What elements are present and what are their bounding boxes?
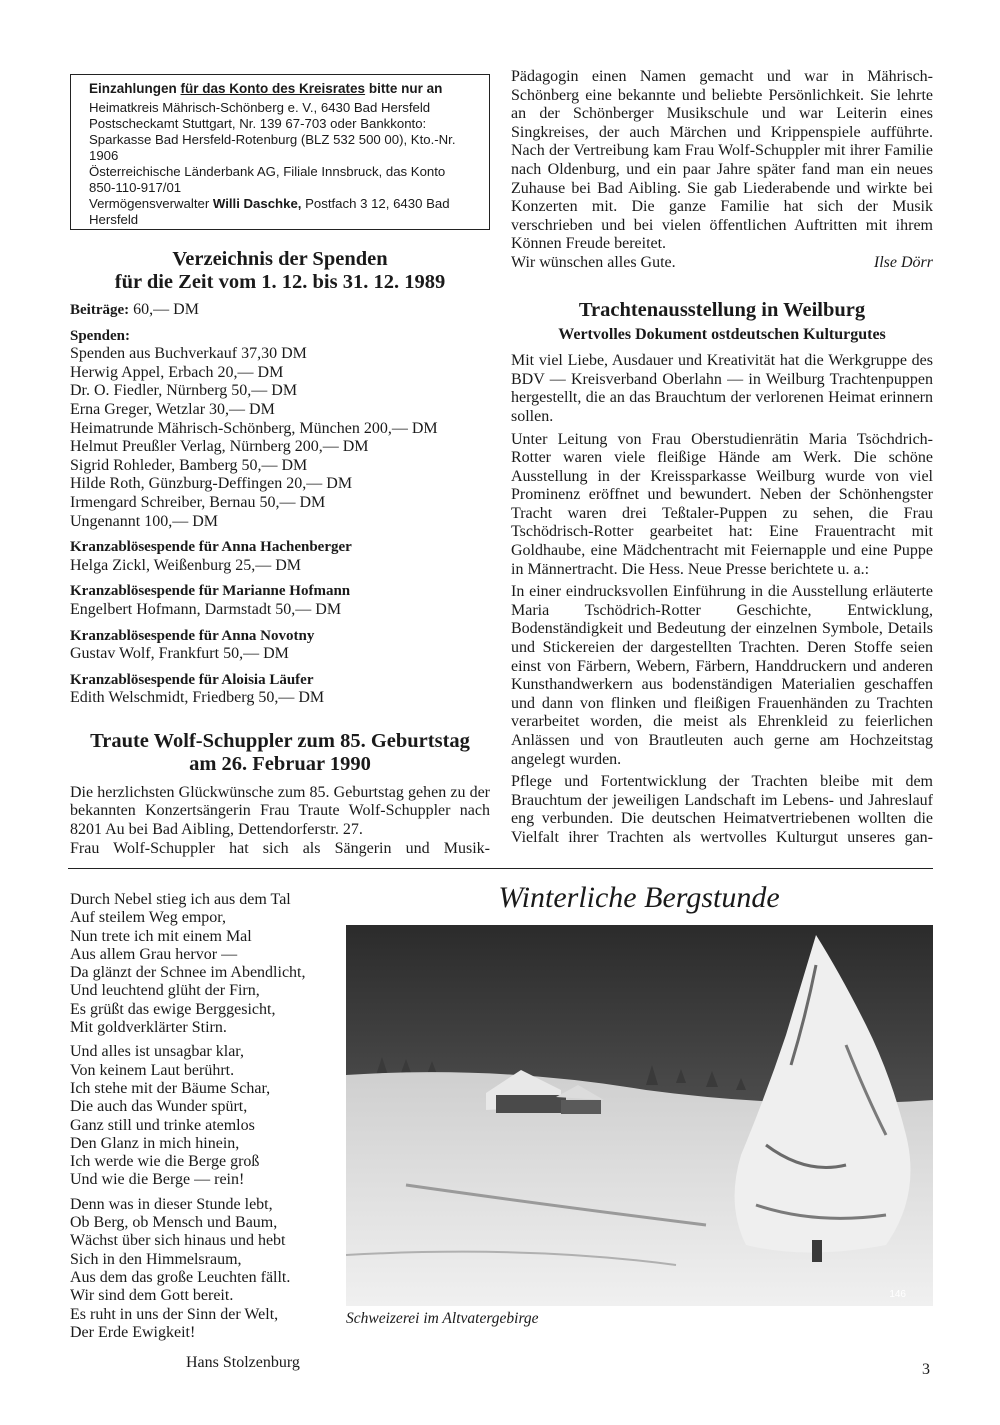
spenden-label: Spenden: bbox=[70, 327, 131, 344]
donation-item: Herwig Appel, Erbach 20,— DM bbox=[70, 363, 284, 381]
donation-item: Helga Zickl, Weißenburg 25,— DM bbox=[70, 556, 301, 574]
traute-paragraph: Frau Wolf-Schuppler hat sich als Sängerin und Musik- bbox=[70, 839, 490, 857]
poem-stanza bbox=[70, 1196, 340, 1342]
poem-line: Es grüßt das ewige Berggesicht, bbox=[70, 1000, 276, 1018]
poem-line: Und alles ist unsagbar klar, bbox=[70, 1043, 244, 1061]
traute-paragraph: Pädagogin einen Namen gemacht und war in Mährisch-Schönberg eine bekannte und beliebte Persönlichkeit. Sie lehrte an der Schönberger Musikschule und war Leiterin eines Singkreises, der auch Märchen und Krippenspiele aufführte. Nach der Vertreibung kam Frau Wolf-Schuppler mit ihrer Familie nach Oldenburg, und ein paar Jahre später fand man ein neues Zuhause bei Bad Aibling. Sie gab Liederabende und wirkte bei Konzerten mit. Die ganze Familie hat sich der Musik verschrieben und bei vielen öffentlichen Auftritten mit ihrem Können Freude bereitet. bbox=[511, 68, 933, 253]
donation-item: Irmengard Schreiber, Bernau 50,— DM bbox=[70, 493, 326, 511]
left-column bbox=[70, 248, 490, 858]
donation-item: Ungenannt 100,— DM bbox=[70, 512, 218, 530]
donation-item: Gustav Wolf, Frankfurt 50,— DM bbox=[70, 645, 289, 663]
tracht-paragraph: Unter Leitung von Frau Oberstudienrätin Maria Tsöchdrich-Rotter waren viele fleißige Hände am Werk. Die schöne Ausstellung in der Kreissparkasse Weilburg wurde von viel Prominenz eröffnet und bewundert. Neben der Schönhengster Tracht waren drei Teßtaler-Puppen zu sehen, die Frau Tschödrisch-Rotter gearbeitet hat: Eine Frauentracht mit Goldhaube, eine Mädchentracht mit Feiernapple und eine Puppe in Männertracht. Die Hess. Neue Presse berichtete u. a.: bbox=[511, 430, 933, 578]
bank-line: 850-110-917/01 bbox=[89, 180, 182, 195]
poem-line: Nun trete ich mit einem Mal bbox=[70, 927, 252, 945]
donation-item: Dr. O. Fiedler, Nürnberg 50,— DM bbox=[70, 382, 298, 400]
donation-item: Erna Greger, Wetzlar 30,— DM bbox=[70, 400, 275, 418]
poem-line: Ob Berg, ob Mensch und Baum, bbox=[70, 1214, 278, 1232]
tracht-paragraph: Mit viel Liebe, Ausdauer und Kreativität hat die Werkgruppe des BDV — Kreisverband Oberlahn — in Weilburg Trachtenpuppen hergestellt, die an das Brauchtum der verlorenen Heimat erinnern sollen. bbox=[511, 352, 933, 425]
poem-line: Die auch das Wunder spürt, bbox=[70, 1098, 248, 1116]
spenden-title: Verzeichnis der Spenden für die Zeit vom 1. 12. bis 31. 12. 1989 bbox=[114, 248, 446, 293]
bank-info-box bbox=[70, 74, 490, 230]
poem-stanza bbox=[70, 1043, 340, 1189]
photo-number: 146 bbox=[889, 1289, 906, 1300]
poem-line: Auf steilem Weg empor, bbox=[70, 909, 226, 927]
winter-photo bbox=[346, 925, 933, 1306]
bank-line: Heimatkreis Mährisch-Schönberg e. V., 6430 Bad Hersfeld bbox=[89, 100, 431, 115]
tracht-paragraph: Pflege und Fortentwicklung der Trachten bleibe mit dem Brauchtum der jeweiligen Landschaft im Lebens- und Jahreslauf eng verbunden. Die deutschen Heimatvertriebenen wollten die Vielfalt ihrer Trachten als wertvolles Kulturgut unseres gan- bbox=[511, 773, 933, 846]
donation-item: Edith Welschmidt, Friedberg 50,— DM bbox=[70, 689, 325, 707]
tracht-title: Trachtenausstellung in Weilburg bbox=[578, 298, 866, 321]
poem-line: Der Erde Ewigkeit! bbox=[70, 1323, 196, 1341]
poem-stanza bbox=[70, 891, 340, 1037]
bank-line: Österreichische Länderbank AG, Filiale Innsbruck, das Konto bbox=[89, 164, 446, 179]
bank-line: Postscheckamt Stuttgart, Nr. 139 67-703 oder Bankkonto: bbox=[89, 116, 427, 131]
poem-author: Hans Stolzenburg bbox=[186, 1354, 300, 1372]
poem-line: Ich werde wie die Berge groß bbox=[70, 1153, 260, 1171]
donation-item: Spenden aus Buchverkauf 37,30 DM bbox=[70, 345, 307, 363]
poem-line: Und leuchtend glüht der Firn, bbox=[70, 982, 260, 1000]
bank-line: Vermögensverwalter Willi Daschke, Postfach 3 12, 6430 Bad bbox=[89, 196, 450, 211]
kranz-label: Kranzablösespende für Anna Novotny bbox=[70, 627, 315, 644]
bank-line: Sparkasse Bad Hersfeld-Rotenburg (BLZ 532 500 00), Kto.-Nr. bbox=[89, 132, 456, 147]
traute-paragraph: Die herzlichsten Glückwünsche zum 85. Geburtstag gehen zu der bekannten Konzertsängerin Frau Traute Wolf-Schuppler nach 8201 Au bei Bad Aibling, Dettendorferstr. 27. bbox=[70, 783, 490, 839]
poem-line: Wächst über sich hinaus und hebt bbox=[70, 1232, 286, 1250]
page-number: 3 bbox=[922, 1361, 930, 1378]
right-column bbox=[511, 68, 933, 852]
kranz-label: Kranzablösespende für Marianne Hofmann bbox=[70, 583, 351, 600]
poem-line: Durch Nebel stieg ich aus dem Tal bbox=[70, 891, 291, 908]
bank-info-heading: Einzahlungen für das Konto des Kreisrates bitte nur an bbox=[89, 81, 443, 96]
donation-item: Engelbert Hofmann, Darmstadt 50,— DM bbox=[70, 600, 342, 618]
kranz-label: Kranzablösespende für Aloisia Läufer bbox=[70, 671, 314, 688]
section-divider bbox=[68, 868, 933, 869]
poem-line: Da glänzt der Schnee im Abendlicht, bbox=[70, 964, 306, 982]
snow-landscape-image bbox=[346, 925, 933, 1306]
poem-line: Mit goldverklärter Stirn. bbox=[70, 1019, 227, 1037]
poem-line: Wir sind dem Gott bereit. bbox=[70, 1287, 234, 1305]
poem-line: Ganz still und trinke atemlos bbox=[70, 1116, 255, 1134]
photo-title: Winterliche Bergstunde bbox=[498, 881, 780, 914]
traute-signature: Wir wünschen alles Gute. Ilse Dörr bbox=[511, 253, 933, 271]
poem-line: Sich in den Himmelsraum, bbox=[70, 1250, 242, 1268]
donation-item: Sigrid Rohleder, Bamberg 50,— DM bbox=[70, 456, 308, 474]
poem-line: Aus dem das große Leuchten fällt. bbox=[70, 1268, 291, 1286]
donation-item: Heimatrunde Mährisch-Schönberg, München 200,— DM bbox=[70, 419, 438, 437]
tracht-paragraph: In einer eindrucksvollen Einführung in die Ausstellung erläuterte Maria Tschödrich-Rotter Geschichte, Entwicklung, Bodenständigkeit und Bedeutung der einzelnen Symbole, Details und Stickereien der dargestellten Trachten. Deren Stoffe seien einst von Färbern, Webern, Färbern, Handdruckern und anderen Kunsthandwerkern aus bodenständigen Materialien geschaffen und dann von flinken und fleißigen Frauenhänden zu Trachten verarbeitet worden, die meist als Ehrenkleid zu feierlichen Anlässen und von Brautleuten auch gerne am Hochzeitstag angelegt wurden. bbox=[511, 583, 933, 768]
poem-line: Den Glanz in mich hinein, bbox=[70, 1134, 240, 1152]
traute-title: Traute Wolf-Schuppler zum 85. Geburtstag am 26. Februar 1990 bbox=[90, 729, 470, 775]
poem-line: Von keinem Laut berührt. bbox=[70, 1061, 235, 1079]
photo-caption: Schweizerei im Altvatergebirge bbox=[346, 1310, 539, 1327]
donation-item: Helmut Preußler Verlag, Nürnberg 200,— DM bbox=[70, 438, 369, 456]
donation-item: Hilde Roth, Günzburg-Deffingen 20,— DM bbox=[70, 475, 353, 493]
poem-line: Aus allem Grau hervor — bbox=[70, 945, 238, 963]
bank-line: 1906 bbox=[89, 148, 119, 163]
bank-line: Hersfeld bbox=[89, 212, 139, 227]
beitraege-line: Beiträge: 60,— DM bbox=[70, 301, 199, 318]
poem bbox=[70, 891, 340, 1372]
tracht-subtitle: Wertvolles Dokument ostdeutschen Kulturgutes bbox=[558, 325, 886, 343]
poem-line: Denn was in dieser Stunde lebt, bbox=[70, 1195, 273, 1213]
poem-line: Es ruht in uns der Sinn der Welt, bbox=[70, 1305, 279, 1323]
poem-line: Ich stehe mit der Bäume Schar, bbox=[70, 1079, 271, 1097]
kranz-label: Kranzablösespende für Anna Hachenberger bbox=[70, 539, 352, 556]
poem-line: Und wie die Berge — rein! bbox=[70, 1171, 245, 1189]
